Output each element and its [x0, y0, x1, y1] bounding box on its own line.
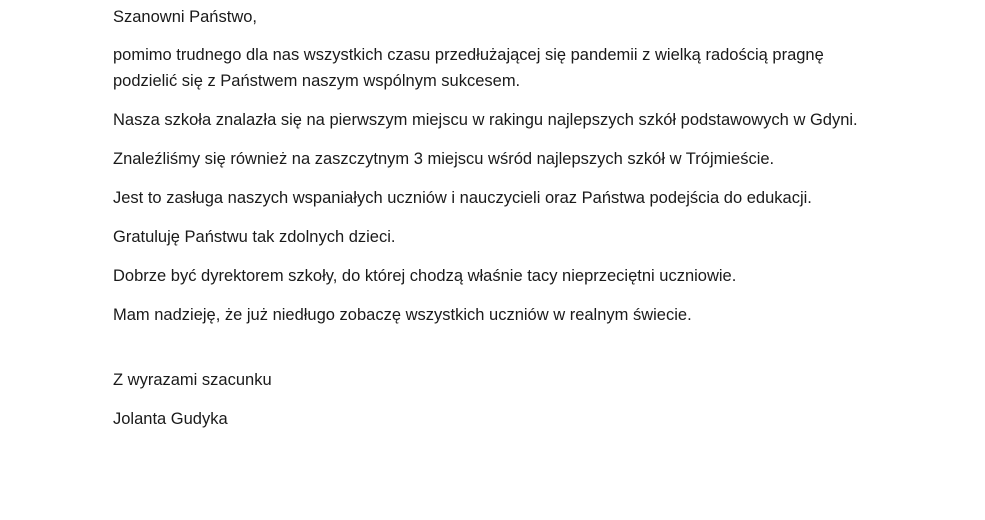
letter-greeting: Szanowni Państwo, — [113, 8, 257, 26]
letter-paragraph-7: Mam nadzieję, że już niedługo zobaczę wszystkich uczniów w realnym świecie. — [113, 306, 692, 324]
letter-paragraph-1: pomimo trudnego dla nas wszystkich czasu przedłużającej się pandemii z wielką radością pragnę podzielić się z Państwem naszym wspólnym sukcesem. — [113, 46, 824, 90]
letter-paragraph-4: Jest to zasługa naszych wspaniałych uczniów i nauczycieli oraz Państwa podejścia do edukacji. — [113, 189, 812, 207]
letter-paragraph-6: Dobrze być dyrektorem szkoły, do której chodzą właśnie tacy nieprzeciętni uczniowie. — [113, 267, 737, 285]
letter-paragraph-2: Nasza szkoła znalazła się na pierwszym miejscu w rakingu najlepszych szkół podstawowych w Gdyni. — [113, 111, 858, 129]
letter-closing: Z wyrazami szacunku — [113, 371, 272, 389]
letter-paragraph-3: Znaleźliśmy się również na zaszczytnym 3 miejscu wśród najlepszych szkół w Trójmieście. — [113, 150, 775, 168]
letter-paragraph-5: Gratuluję Państwu tak zdolnych dzieci. — [113, 228, 396, 246]
letter-body — [113, 4, 873, 445]
letter-signature: Jolanta Gudyka — [113, 410, 228, 428]
